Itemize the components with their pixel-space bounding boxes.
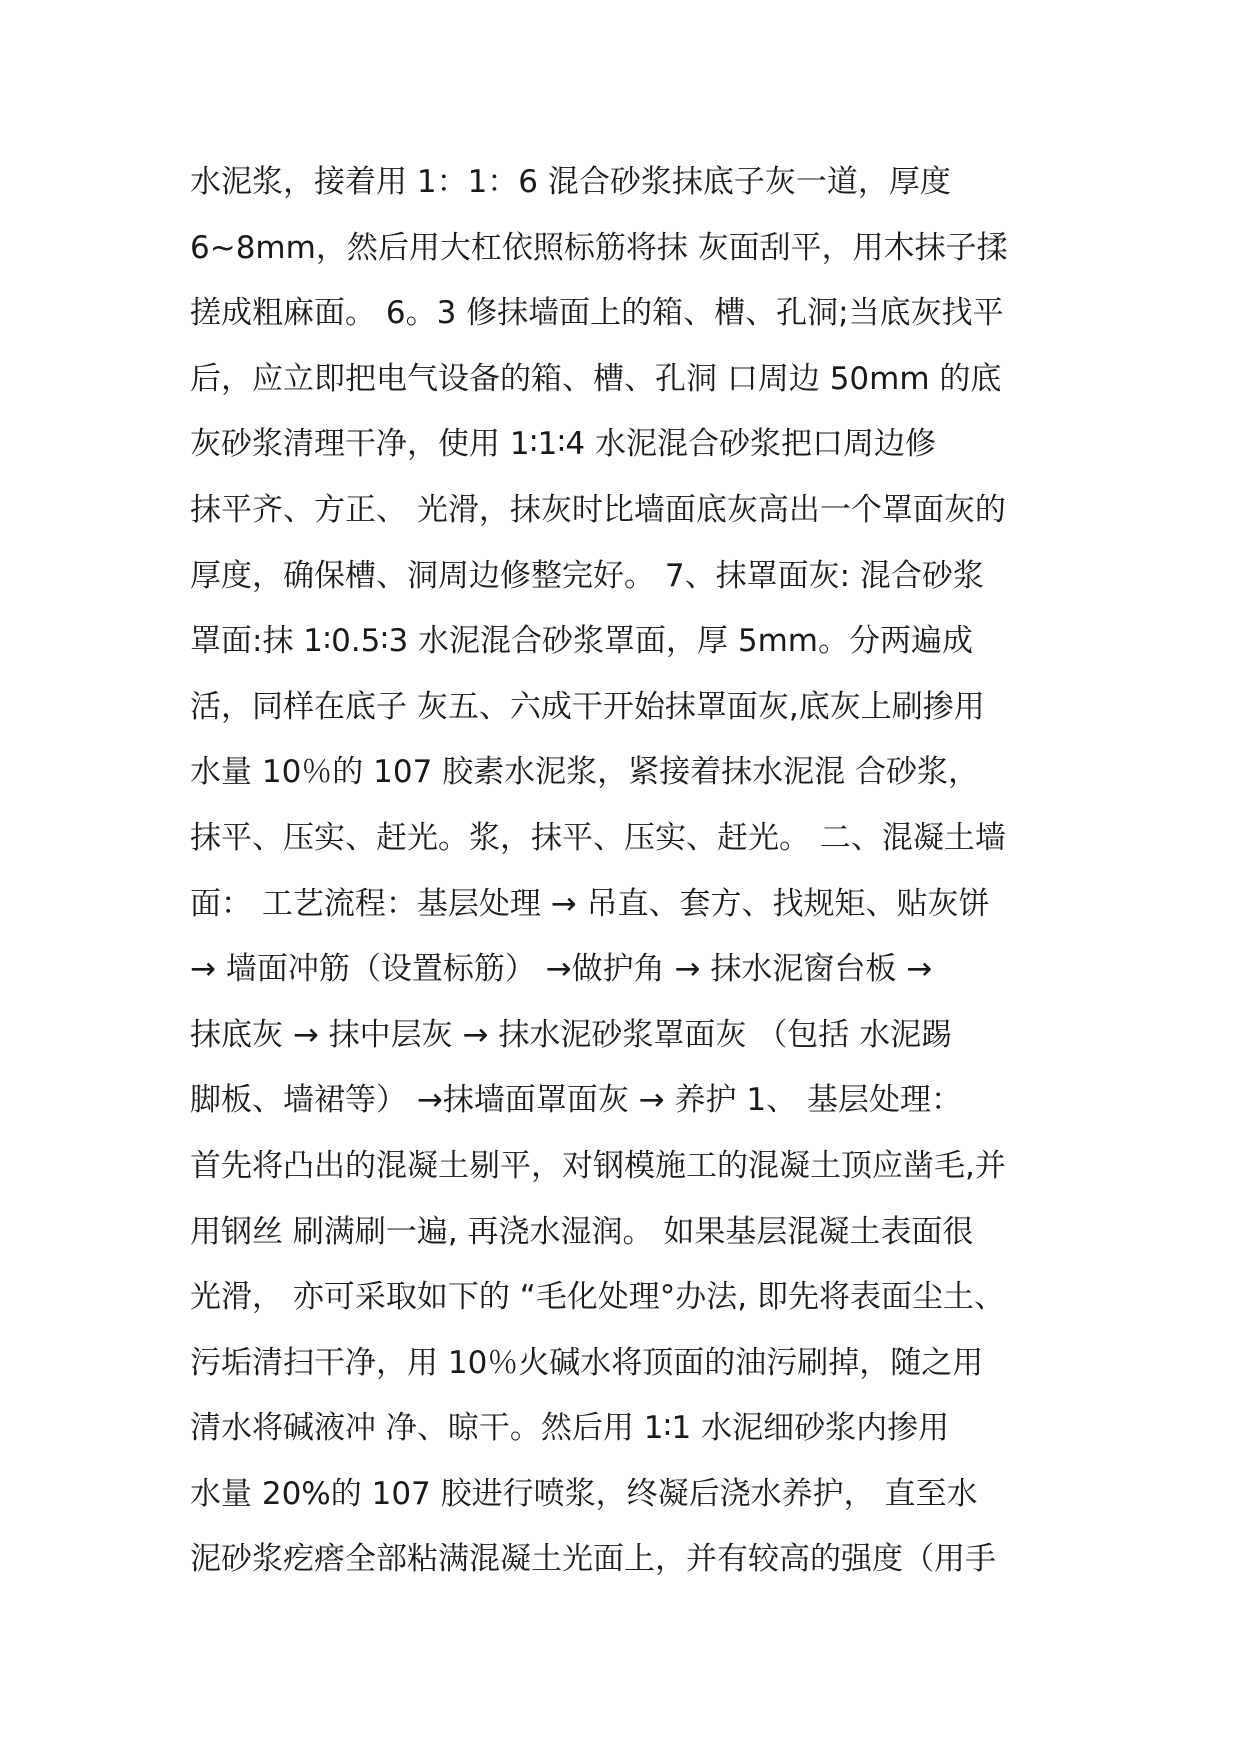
text-line: 水量 20%的 107 胶进行喷浆，终凝后浇水养护， 直至水 bbox=[190, 1475, 978, 1512]
text-line: 抹底灰 → 抹中层灰 → 抹水泥砂浆罩面灰 （包括 水泥踢 bbox=[190, 1016, 953, 1053]
text-line: 活，同样在底子 灰五、六成干开始抹罩面灰,底灰上刷掺用 bbox=[190, 688, 985, 725]
text-line: 水量 10％的 107 胶素水泥浆，紧接着抹水泥混 合砂浆， bbox=[190, 754, 980, 791]
text-line: 6~8mm，然后用大杠依照标筋将抹 灰面刮平，用木抹子揉 bbox=[190, 229, 1008, 266]
text-line: 水泥浆，接着用 1：1：6 混合砂浆抹底子灰一道，厚度 bbox=[190, 164, 951, 200]
text-line: 抹平齐、方正、 光滑，抹灰时比墙面底灰高出一个罩面灰的 bbox=[190, 491, 1006, 528]
text-line: 首先将凸出的混凝土剔平，对钢模施工的混凝土顶应凿毛,并 bbox=[190, 1147, 1006, 1184]
text-line: 光滑， 亦可采取如下的 “毛化处理°办法, 即先将表面尘土、 bbox=[190, 1279, 1005, 1316]
text-line: 灰砂浆清理干净，使用 1∶1∶4 水泥混合砂浆把口周边修 bbox=[190, 426, 937, 463]
text-line: 脚板、墙裙等） →抹墙面罩面灰 → 养护 1、 基层处理： bbox=[190, 1082, 962, 1119]
text-line: 污垢清扫干净，用 10％火碱水将顶面的油污刷掉，随之用 bbox=[190, 1344, 984, 1381]
text-line: 面： 工艺流程：基层处理 → 吊直、套方、找规矩、贴灰饼 bbox=[190, 885, 990, 922]
text-line: 罩面:抹 1∶0.5∶3 水泥混合砂浆罩面，厚 5mm。分两遍成 bbox=[190, 623, 974, 660]
text-line: 清水将碱液冲 净、晾干。然后用 1∶1 水泥细砂浆内掺用 bbox=[190, 1410, 950, 1447]
text-line: 搓成粗麻面。 6。3 修抹墙面上的箱、槽、孔洞;当底灰找平 bbox=[190, 295, 1004, 332]
text-line: 抹平、压实、赶光。浆，抹平、压实、赶光。 二、混凝土墙 bbox=[190, 819, 1006, 856]
body-text bbox=[190, 150, 1090, 1593]
text-line: 厚度，确保槽、洞周边修整完好。 7、抹罩面灰: 混合砂浆 bbox=[190, 557, 984, 594]
text-line: 用钢丝 刷满刷一遍, 再浇水湿润。 如果基层混凝土表面很 bbox=[190, 1213, 974, 1250]
text-line: → 墙面冲筋（设置标筋） →做护角 → 抹水泥窗台板 → bbox=[190, 951, 933, 988]
text-line: 后，应立即把电气设备的箱、槽、孔洞 口周边 50mm 的底 bbox=[190, 360, 1002, 397]
text-line: 泥砂浆疙瘩全部粘满混凝土光面上，并有较高的强度（用手 bbox=[190, 1541, 996, 1578]
